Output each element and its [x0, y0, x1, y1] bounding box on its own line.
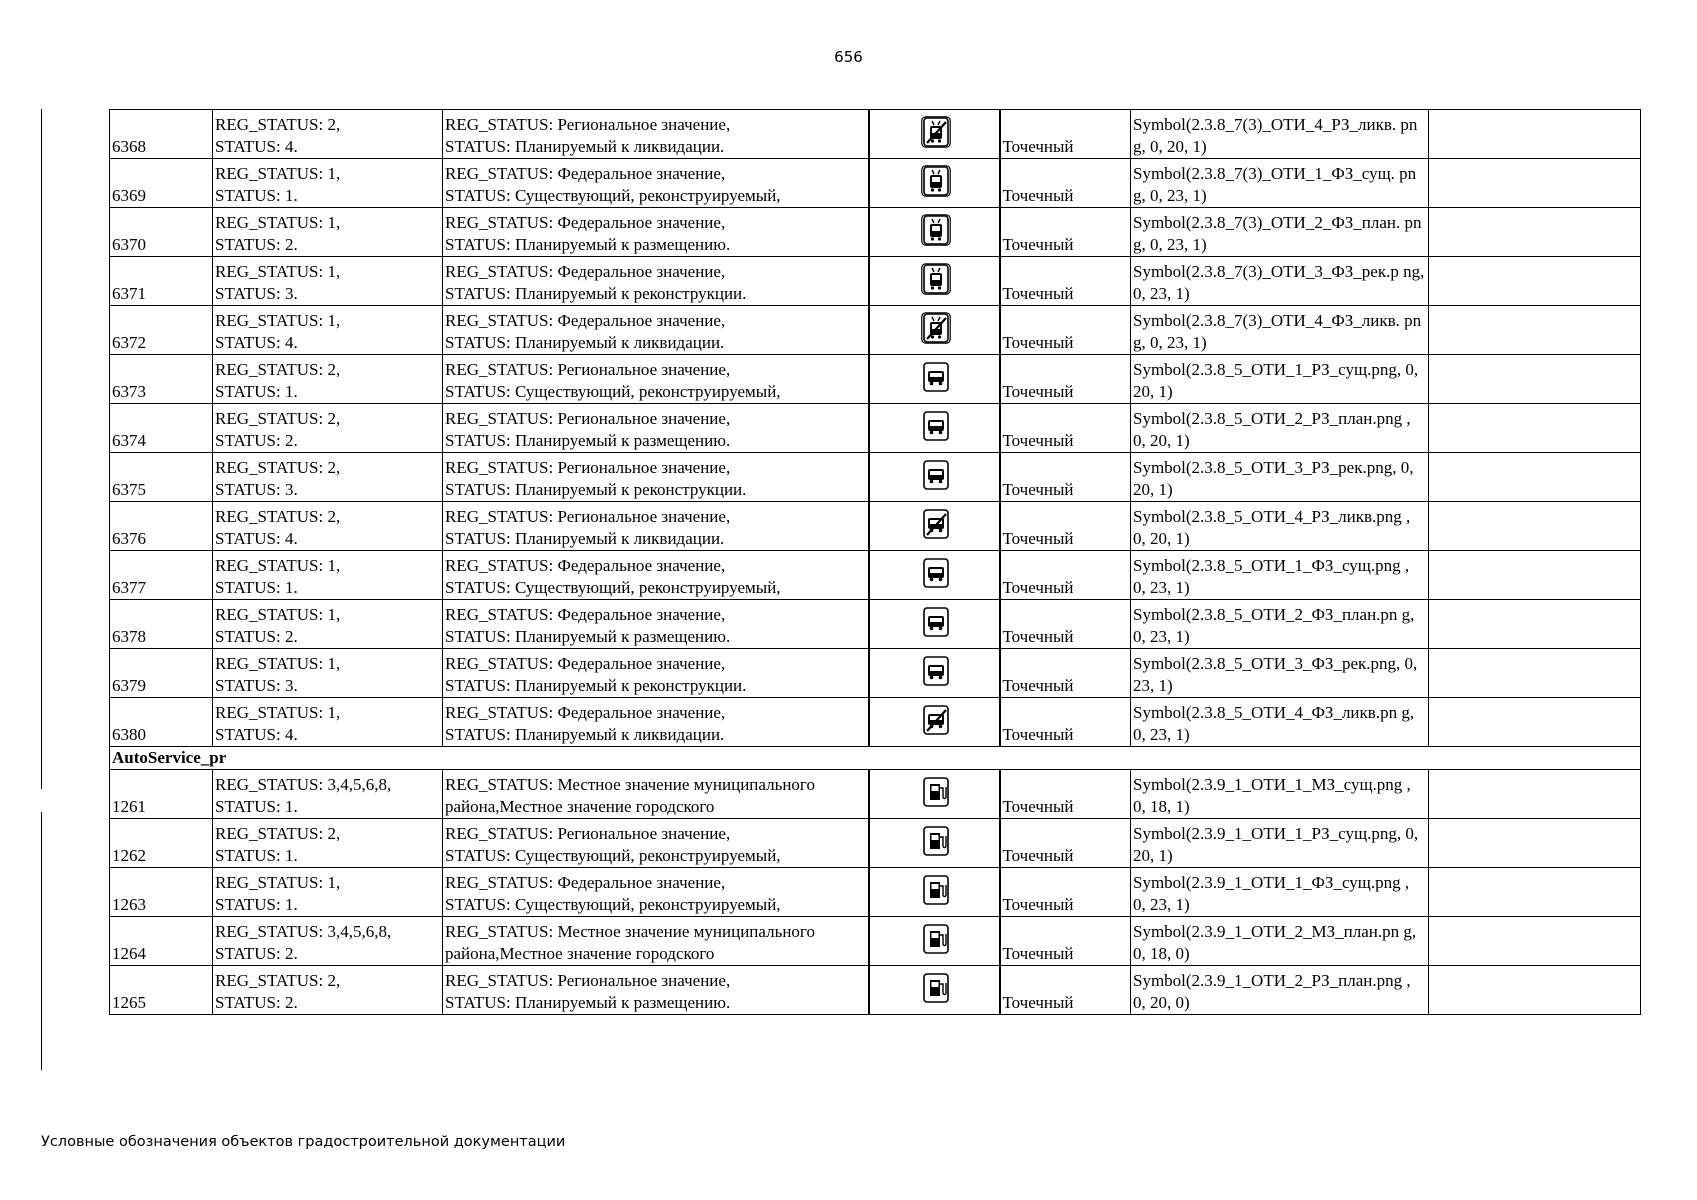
empty-cell	[1429, 355, 1641, 404]
description-line-1: REG_STATUS: Региональное значение,	[445, 507, 731, 526]
geometry-type: Точечный	[1000, 453, 1131, 502]
description-cell	[443, 649, 869, 698]
row-id: 1261	[110, 770, 213, 819]
reg-status-value: REG_STATUS: 2,	[215, 458, 341, 477]
margin-line-bottom	[41, 812, 42, 1070]
row-id: 6373	[110, 355, 213, 404]
reg-status-value: REG_STATUS: 2,	[215, 971, 341, 990]
reg-status-value: REG_STATUS: 1,	[215, 654, 341, 673]
table-row	[110, 208, 1641, 257]
symbol-function: Symbol(2.3.8_7(3)_ОТИ_1_ФЗ_сущ. png, 0, 23, 1)	[1131, 159, 1429, 208]
empty-cell	[1429, 110, 1641, 159]
section-row	[110, 747, 1641, 770]
empty-cell	[1429, 770, 1641, 819]
table-row	[110, 770, 1641, 819]
reg-status-value: REG_STATUS: 2,	[215, 360, 341, 379]
table-row	[110, 551, 1641, 600]
reg-status-cell	[213, 966, 443, 1015]
bus-planned-icon	[921, 410, 947, 440]
reg-status-value: REG_STATUS: 1,	[215, 605, 341, 624]
description-cell	[443, 159, 869, 208]
geometry-type: Точечный	[1000, 257, 1131, 306]
symbol-function: Symbol(2.3.9_1_ОТИ_1_РЗ_сущ.png, 0, 20, 1)	[1131, 819, 1429, 868]
status-value: STATUS: 4.	[215, 725, 298, 744]
reg-status-cell	[213, 698, 443, 747]
reg-status-cell	[213, 453, 443, 502]
description-line-2: STATUS: Планируемый к размещению.	[445, 993, 731, 1012]
reg-status-cell	[213, 404, 443, 453]
row-id: 1265	[110, 966, 213, 1015]
symbol-function: Symbol(2.3.8_5_ОТИ_1_РЗ_сущ.png, 0, 20, 1)	[1131, 355, 1429, 404]
table-row	[110, 966, 1641, 1015]
description-line-2: STATUS: Планируемый к ликвидации.	[445, 333, 725, 352]
fuel-station-existing-icon	[921, 874, 947, 904]
reg-status-cell	[213, 770, 443, 819]
status-value: STATUS: 1.	[215, 846, 298, 865]
description-cell	[443, 917, 869, 966]
reg-status-value: REG_STATUS: 1,	[215, 703, 341, 722]
description-line-2: STATUS: Планируемый к реконструкции.	[445, 284, 747, 303]
status-value: STATUS: 1.	[215, 382, 298, 401]
empty-cell	[1429, 600, 1641, 649]
description-cell	[443, 306, 869, 355]
fuel-station-existing-icon	[921, 776, 947, 806]
description-line-2: STATUS: Планируемый к реконструкции.	[445, 676, 747, 695]
bus-planned-icon	[921, 606, 947, 636]
status-value: STATUS: 3.	[215, 480, 298, 499]
symbol-cell	[869, 649, 1000, 698]
description-line-2: STATUS: Планируемый к размещению.	[445, 235, 731, 254]
geometry-type: Точечный	[1000, 110, 1131, 159]
table-row	[110, 917, 1641, 966]
description-line-1: REG_STATUS: Региональное значение,	[445, 458, 731, 477]
symbol-cell	[869, 600, 1000, 649]
description-cell	[443, 698, 869, 747]
symbol-cell	[869, 306, 1000, 355]
status-value: STATUS: 2.	[215, 944, 298, 963]
status-value: STATUS: 2.	[215, 235, 298, 254]
status-value: STATUS: 1.	[215, 186, 298, 205]
description-line-1: REG_STATUS: Федеральное значение,	[445, 556, 726, 575]
row-id: 6368	[110, 110, 213, 159]
empty-cell	[1429, 404, 1641, 453]
bus-existing-icon	[921, 557, 947, 587]
description-cell	[443, 551, 869, 600]
description-cell	[443, 208, 869, 257]
reg-status-cell	[213, 306, 443, 355]
description-line-2: STATUS: Планируемый к реконструкции.	[445, 480, 747, 499]
table-row	[110, 649, 1641, 698]
symbol-cell	[869, 453, 1000, 502]
fuel-station-planned-icon	[921, 972, 947, 1002]
reg-status-value: REG_STATUS: 1,	[215, 556, 341, 575]
empty-cell	[1429, 868, 1641, 917]
bus-liquidation-icon	[921, 704, 947, 734]
bus-reconstruction-icon	[921, 459, 947, 489]
geometry-type: Точечный	[1000, 159, 1131, 208]
reg-status-value: REG_STATUS: 2,	[215, 507, 341, 526]
reg-status-cell	[213, 819, 443, 868]
symbol-function: Symbol(2.3.9_1_ОТИ_2_МЗ_план.pn g, 0, 18, 0)	[1131, 917, 1429, 966]
geometry-type: Точечный	[1000, 600, 1131, 649]
table-row	[110, 306, 1641, 355]
reg-status-value: REG_STATUS: 1,	[215, 262, 341, 281]
status-value: STATUS: 2.	[215, 431, 298, 450]
status-value: STATUS: 2.	[215, 993, 298, 1012]
row-id: 6374	[110, 404, 213, 453]
symbol-function: Symbol(2.3.9_1_ОТИ_1_ФЗ_сущ.png , 0, 23, 1)	[1131, 868, 1429, 917]
description-line-2: STATUS: Планируемый к ликвидации.	[445, 529, 725, 548]
empty-cell	[1429, 966, 1641, 1015]
table-section-header	[110, 747, 1641, 770]
description-line-1: REG_STATUS: Федеральное значение,	[445, 873, 726, 892]
table-body-section-a	[110, 110, 1641, 747]
symbol-function: Symbol(2.3.8_5_ОТИ_3_ФЗ_рек.png, 0, 23, 1)	[1131, 649, 1429, 698]
symbol-function: Symbol(2.3.9_1_ОТИ_2_РЗ_план.png , 0, 20, 0)	[1131, 966, 1429, 1015]
trolleybus-planned-icon	[921, 214, 947, 244]
reg-status-value: REG_STATUS: 2,	[215, 115, 341, 134]
description-line-1: REG_STATUS: Федеральное значение,	[445, 703, 726, 722]
reg-status-cell	[213, 868, 443, 917]
bus-liquidation-icon	[921, 508, 947, 538]
description-line-2: STATUS: Существующий, реконструируемый,	[445, 578, 781, 597]
symbol-cell	[869, 355, 1000, 404]
description-line-2: района,Местное значение городского	[445, 944, 715, 963]
table-row	[110, 355, 1641, 404]
symbol-cell	[869, 698, 1000, 747]
row-id: 6369	[110, 159, 213, 208]
symbol-cell	[869, 770, 1000, 819]
row-id: 6377	[110, 551, 213, 600]
description-line-1: REG_STATUS: Федеральное значение,	[445, 311, 726, 330]
symbol-cell	[869, 208, 1000, 257]
reg-status-value: REG_STATUS: 3,4,5,6,8,	[215, 775, 392, 794]
reg-status-value: REG_STATUS: 1,	[215, 164, 341, 183]
row-id: 1262	[110, 819, 213, 868]
status-value: STATUS: 1.	[215, 578, 298, 597]
empty-cell	[1429, 306, 1641, 355]
fuel-station-planned-icon	[921, 923, 947, 953]
row-id: 6371	[110, 257, 213, 306]
symbol-cell	[869, 404, 1000, 453]
geometry-type: Точечный	[1000, 551, 1131, 600]
symbol-function: Symbol(2.3.8_5_ОТИ_4_РЗ_ликв.png , 0, 20, 1)	[1131, 502, 1429, 551]
reg-status-cell	[213, 502, 443, 551]
reg-status-cell	[213, 257, 443, 306]
reg-status-value: REG_STATUS: 1,	[215, 873, 341, 892]
description-cell	[443, 819, 869, 868]
empty-cell	[1429, 257, 1641, 306]
symbol-function: Symbol(2.3.8_7(3)_ОТИ_3_ФЗ_рек.p ng, 0, 23, 1)	[1131, 257, 1429, 306]
description-line-1: REG_STATUS: Региональное значение,	[445, 824, 731, 843]
description-cell	[443, 770, 869, 819]
symbol-cell	[869, 110, 1000, 159]
geometry-type: Точечный	[1000, 649, 1131, 698]
description-cell	[443, 110, 869, 159]
geometry-type: Точечный	[1000, 868, 1131, 917]
geometry-type: Точечный	[1000, 355, 1131, 404]
empty-cell	[1429, 208, 1641, 257]
geometry-type: Точечный	[1000, 966, 1131, 1015]
description-line-1: REG_STATUS: Местное значение муниципального	[445, 775, 815, 794]
trolleybus-reconstruction-icon	[921, 263, 947, 293]
symbol-function: Symbol(2.3.8_5_ОТИ_2_РЗ_план.png , 0, 20, 1)	[1131, 404, 1429, 453]
symbol-cell	[869, 257, 1000, 306]
symbol-function: Symbol(2.3.8_5_ОТИ_2_ФЗ_план.pn g, 0, 23, 1)	[1131, 600, 1429, 649]
reg-status-value: REG_STATUS: 2,	[215, 824, 341, 843]
status-value: STATUS: 1.	[215, 895, 298, 914]
description-line-2: STATUS: Существующий, реконструируемый,	[445, 846, 781, 865]
page-footer: Условные обозначения объектов градостроительной документации	[41, 1134, 566, 1150]
table-row	[110, 110, 1641, 159]
reg-status-cell	[213, 649, 443, 698]
reg-status-value: REG_STATUS: 2,	[215, 409, 341, 428]
symbol-function: Symbol(2.3.8_7(3)_ОТИ_4_ФЗ_ликв. png, 0, 23, 1)	[1131, 306, 1429, 355]
symbol-cell	[869, 819, 1000, 868]
symbol-function: Symbol(2.3.8_5_ОТИ_4_ФЗ_ликв.pn g, 0, 23, 1)	[1131, 698, 1429, 747]
symbol-table	[109, 109, 1641, 1015]
reg-status-value: REG_STATUS: 3,4,5,6,8,	[215, 922, 392, 941]
geometry-type: Точечный	[1000, 306, 1131, 355]
geometry-type: Точечный	[1000, 502, 1131, 551]
table-body-section-b	[110, 770, 1641, 1015]
table-row	[110, 819, 1641, 868]
description-cell	[443, 453, 869, 502]
row-id: 6370	[110, 208, 213, 257]
row-id: 1264	[110, 917, 213, 966]
table-row	[110, 698, 1641, 747]
geometry-type: Точечный	[1000, 404, 1131, 453]
table-row	[110, 502, 1641, 551]
trolleybus-liquidation-icon	[921, 116, 947, 146]
description-line-2: STATUS: Планируемый к ликвидации.	[445, 137, 725, 156]
symbol-function: Symbol(2.3.9_1_ОТИ_1_МЗ_сущ.png , 0, 18, 1)	[1131, 770, 1429, 819]
empty-cell	[1429, 502, 1641, 551]
symbol-function: Symbol(2.3.8_7(3)_ОТИ_2_ФЗ_план. png, 0, 23, 1)	[1131, 208, 1429, 257]
geometry-type: Точечный	[1000, 208, 1131, 257]
symbol-cell	[869, 551, 1000, 600]
empty-cell	[1429, 453, 1641, 502]
symbol-cell	[869, 159, 1000, 208]
symbol-function: Symbol(2.3.8_7(3)_ОТИ_4_РЗ_ликв. png, 0, 20, 1)	[1131, 110, 1429, 159]
description-line-2: STATUS: Планируемый к размещению.	[445, 627, 731, 646]
bus-existing-icon	[921, 361, 947, 391]
symbol-cell	[869, 917, 1000, 966]
status-value: STATUS: 1.	[215, 797, 298, 816]
reg-status-value: REG_STATUS: 1,	[215, 311, 341, 330]
status-value: STATUS: 4.	[215, 333, 298, 352]
table-row	[110, 600, 1641, 649]
row-id: 1263	[110, 868, 213, 917]
row-id: 6376	[110, 502, 213, 551]
status-value: STATUS: 4.	[215, 529, 298, 548]
description-cell	[443, 600, 869, 649]
geometry-type: Точечный	[1000, 819, 1131, 868]
symbol-cell	[869, 502, 1000, 551]
description-line-1: REG_STATUS: Региональное значение,	[445, 115, 731, 134]
description-cell	[443, 868, 869, 917]
status-value: STATUS: 2.	[215, 627, 298, 646]
reg-status-cell	[213, 208, 443, 257]
description-line-2: STATUS: Существующий, реконструируемый,	[445, 186, 781, 205]
description-line-1: REG_STATUS: Местное значение муниципального	[445, 922, 815, 941]
symbol-cell	[869, 868, 1000, 917]
symbol-cell	[869, 966, 1000, 1015]
table-row	[110, 257, 1641, 306]
trolleybus-existing-icon	[921, 165, 947, 195]
description-line-1: REG_STATUS: Региональное значение,	[445, 971, 731, 990]
trolleybus-liquidation-icon	[921, 312, 947, 342]
empty-cell	[1429, 698, 1641, 747]
description-cell	[443, 502, 869, 551]
bus-reconstruction-icon	[921, 655, 947, 685]
status-value: STATUS: 3.	[215, 284, 298, 303]
description-line-1: REG_STATUS: Федеральное значение,	[445, 262, 726, 281]
description-cell	[443, 355, 869, 404]
description-line-1: REG_STATUS: Региональное значение,	[445, 409, 731, 428]
row-id: 6379	[110, 649, 213, 698]
section-title: AutoService_pr	[110, 747, 1641, 770]
reg-status-cell	[213, 355, 443, 404]
empty-cell	[1429, 649, 1641, 698]
description-line-1: REG_STATUS: Федеральное значение,	[445, 654, 726, 673]
table-row	[110, 868, 1641, 917]
reg-status-cell	[213, 917, 443, 966]
description-line-1: REG_STATUS: Региональное значение,	[445, 360, 731, 379]
empty-cell	[1429, 819, 1641, 868]
table-row	[110, 453, 1641, 502]
status-value: STATUS: 4.	[215, 137, 298, 156]
description-line-2: STATUS: Планируемый к размещению.	[445, 431, 731, 450]
row-id: 6375	[110, 453, 213, 502]
reg-status-cell	[213, 159, 443, 208]
fuel-station-existing-icon	[921, 825, 947, 855]
reg-status-cell	[213, 600, 443, 649]
description-line-2: STATUS: Существующий, реконструируемый,	[445, 382, 781, 401]
description-line-2: STATUS: Существующий, реконструируемый,	[445, 895, 781, 914]
description-line-1: REG_STATUS: Федеральное значение,	[445, 164, 726, 183]
description-line-1: REG_STATUS: Федеральное значение,	[445, 213, 726, 232]
geometry-type: Точечный	[1000, 770, 1131, 819]
description-line-2: района,Местное значение городского	[445, 797, 715, 816]
reg-status-cell	[213, 110, 443, 159]
row-id: 6380	[110, 698, 213, 747]
description-cell	[443, 966, 869, 1015]
description-line-1: REG_STATUS: Федеральное значение,	[445, 605, 726, 624]
empty-cell	[1429, 551, 1641, 600]
margin-line-top	[41, 109, 42, 789]
description-line-2: STATUS: Планируемый к ликвидации.	[445, 725, 725, 744]
description-cell	[443, 257, 869, 306]
geometry-type: Точечный	[1000, 698, 1131, 747]
page-number: 656	[834, 48, 863, 66]
reg-status-cell	[213, 551, 443, 600]
symbol-function: Symbol(2.3.8_5_ОТИ_1_ФЗ_сущ.png , 0, 23, 1)	[1131, 551, 1429, 600]
empty-cell	[1429, 917, 1641, 966]
symbol-function: Symbol(2.3.8_5_ОТИ_3_РЗ_рек.png, 0, 20, 1)	[1131, 453, 1429, 502]
table-row	[110, 404, 1641, 453]
geometry-type: Точечный	[1000, 917, 1131, 966]
row-id: 6378	[110, 600, 213, 649]
status-value: STATUS: 3.	[215, 676, 298, 695]
row-id: 6372	[110, 306, 213, 355]
empty-cell	[1429, 159, 1641, 208]
reg-status-value: REG_STATUS: 1,	[215, 213, 341, 232]
description-cell	[443, 404, 869, 453]
table-row	[110, 159, 1641, 208]
